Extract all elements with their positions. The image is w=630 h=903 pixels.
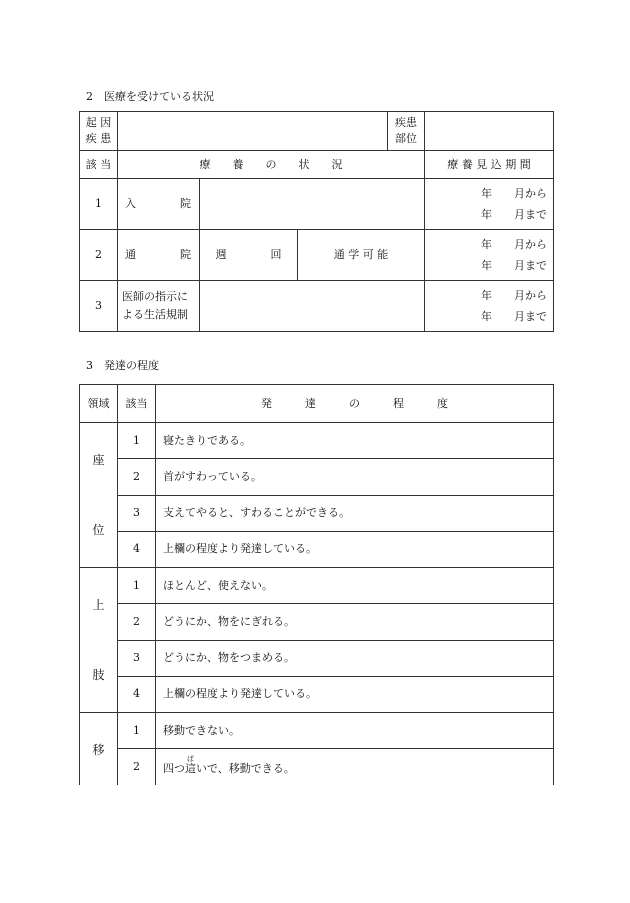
col-applicable-header: 該当: [118, 385, 156, 423]
item-number[interactable]: 3: [118, 495, 156, 531]
row-number: 2: [80, 230, 118, 281]
col-status-header: 療 養 の 状 況: [118, 151, 425, 179]
item-number[interactable]: 2: [118, 604, 156, 640]
table-row: [80, 640, 554, 676]
item-text: どうにか、物をつまめる。: [156, 640, 554, 676]
item-text: 移動できない。: [156, 713, 554, 749]
item-number[interactable]: 3: [118, 640, 156, 676]
col-degree-header: 発 達 の 程 度: [156, 385, 554, 423]
period-cell[interactable]: [425, 179, 554, 230]
development-table: [79, 384, 554, 785]
cause-label: 起 因 疾 患: [80, 112, 118, 151]
label-line: 医師の指示に: [122, 290, 188, 303]
table-row: [80, 676, 554, 712]
item-text: 上欄の程度より発達している。: [156, 676, 554, 712]
item-number[interactable]: 1: [118, 713, 156, 749]
period-cell[interactable]: [425, 230, 554, 281]
item-text: どうにか、物をにぎれる。: [156, 604, 554, 640]
item-text: ほとんど、使えない。: [156, 568, 554, 604]
table-row: [80, 749, 554, 785]
table-row: [80, 281, 554, 332]
item-text: 四つ這ばいで、移動できる。: [156, 749, 554, 785]
item-text: 支えてやると、すわることができる。: [156, 495, 554, 531]
row-number: 3: [80, 281, 118, 332]
inpatient-status-field[interactable]: [200, 179, 425, 230]
cause-field[interactable]: [118, 112, 388, 151]
table-row: [80, 604, 554, 640]
area-mobility: 移: [80, 713, 118, 785]
site-field[interactable]: [425, 112, 554, 151]
table-row: [80, 423, 554, 459]
row-label: 通 院: [118, 230, 200, 281]
col-period-header: 療 養 見 込 期 間: [425, 151, 554, 179]
period-from: 年 月から: [481, 187, 548, 200]
item-text: 首がすわっている。: [156, 459, 554, 495]
section2-heading: 2 医療を受けている状況: [86, 90, 214, 103]
table-row: [80, 568, 554, 604]
period-to: 年 月まで: [481, 208, 548, 221]
item-number[interactable]: 2: [118, 459, 156, 495]
col-area-header: 領域: [80, 385, 118, 423]
table-row: [80, 495, 554, 531]
site-label: 疾患 部位: [388, 112, 425, 151]
col-applicable-header: 該 当: [80, 151, 118, 179]
area-sitting: 座 位: [80, 423, 118, 568]
item-text: 寝たきりである。: [156, 423, 554, 459]
medical-status-table: [79, 111, 554, 332]
period-from: 年 月から: [481, 289, 548, 302]
item-number[interactable]: 1: [118, 423, 156, 459]
school-attendance[interactable]: 通 学 可 能: [298, 230, 425, 281]
period-to: 年 月まで: [481, 310, 548, 323]
period-to: 年 月まで: [481, 259, 548, 272]
table-row: [80, 531, 554, 567]
item-number[interactable]: 4: [118, 531, 156, 567]
period-from: 年 月から: [481, 238, 548, 251]
section3-heading: 3 発達の程度: [86, 359, 159, 372]
period-cell[interactable]: [425, 281, 554, 332]
table-row: [80, 459, 554, 495]
row-label: 入 院: [118, 179, 200, 230]
table-row: [80, 230, 554, 281]
item-text: 上欄の程度より発達している。: [156, 531, 554, 567]
life-restriction-field[interactable]: [200, 281, 425, 332]
table-row: [80, 713, 554, 749]
row-number: 1: [80, 179, 118, 230]
item-number[interactable]: 4: [118, 676, 156, 712]
row-label: [118, 281, 200, 332]
table-row: [80, 179, 554, 230]
item-number[interactable]: 1: [118, 568, 156, 604]
label-line: よる生活規制: [122, 308, 188, 321]
visits-per-week[interactable]: 週 回: [200, 230, 298, 281]
item-number[interactable]: 2: [118, 749, 156, 785]
area-upper-limb: 上 肢: [80, 568, 118, 713]
